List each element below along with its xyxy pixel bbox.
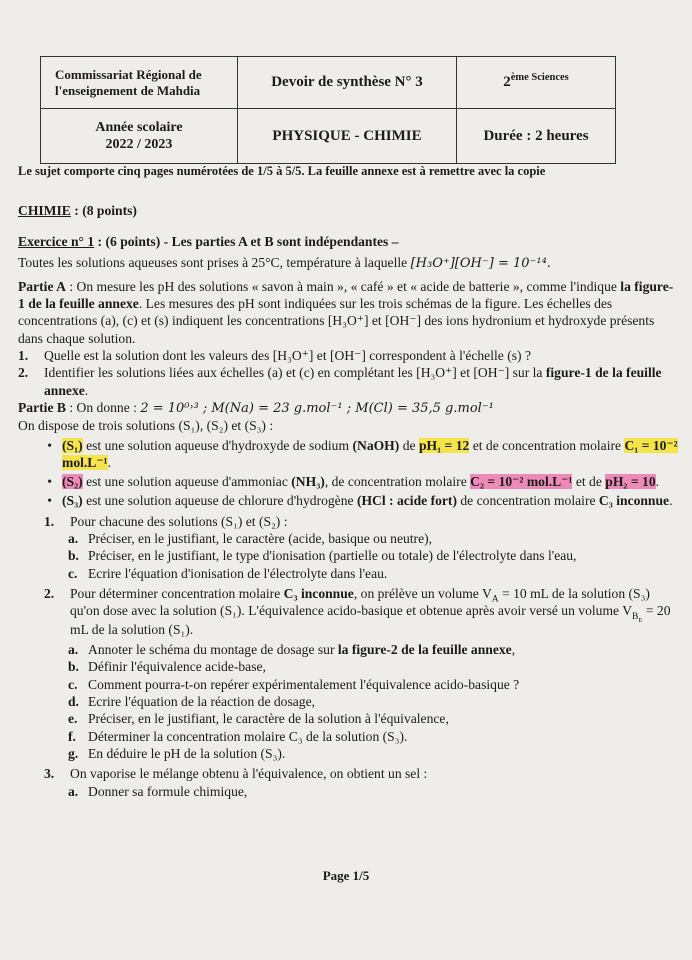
solution-s3: • (S₃) est une solution aqueuse de chlorure d'hydrogène (HCl : acide fort) de concentration molaire C₃ inconnue.	[47, 493, 673, 509]
solution-s1: • (S₁) est une solution aqueuse d'hydroxyde de sodium (NaOH) de pH₁ = 12 et de concentration molaire C₁ = 10⁻² mol.L⁻¹.	[47, 437, 678, 470]
question-2e: e. Préciser, en le justifiant, le caractère de la solution à l'équivalence,	[68, 711, 449, 727]
intro-text: Toutes les solutions aqueuses sont prises à 25°C, température à laquelle [H₃O⁺][OH⁻] = 10⁻¹⁴.	[18, 254, 551, 271]
question-1a: a. Préciser, en le justifiant, le caractère (acide, basique ou neutre),	[68, 531, 433, 547]
question-2d: d. Ecrire l'équation de la réaction de dosage,	[68, 694, 316, 710]
section-title: CHIMIE : (8 points)	[18, 203, 137, 218]
part-b-data: Partie B : On donne : 2 = 10⁰˒³ ; M(Na) = 23 g.mol⁻¹ ; M(Cl) = 35,5 g.mol⁻¹	[18, 399, 494, 416]
institution-cell: Commissariat Régional de l'enseignement de Mahdia	[41, 57, 238, 109]
question-2: 2. Pour déterminer concentration molaire C₃ inconnue, on prélève un volume $V_A = 10$ mL de la solution (S₃) qu'on dose avec la solution (S₁). L'équivalence acido-basique et obtenue après avoir versé un volume $V_{B_E} = 20$ mL de la solution (S₁).	[44, 585, 671, 637]
question-2c: c. Comment pourra-t-on repérer expérimentalement l'équivalence acido-basique ?	[68, 676, 520, 692]
question-a2: 2. Identifier les solutions liées aux échelles (a) et (c) en complétant les [H₃O⁺] et [OH⁻] sur la figure-1 de la feuille annexe.	[18, 365, 662, 398]
exercise-title: Exercice n° 1 : (6 points) - Les parties A et B sont indépendantes –	[18, 234, 399, 250]
question-3: 3. On vaporise le mélange obtenu à l'équivalence, on obtient un sel :	[44, 766, 428, 782]
header-table	[40, 56, 616, 164]
exam-body	[18, 202, 678, 800]
subject-cell: PHYSIQUE - CHIMIE	[238, 109, 457, 164]
level-cell: $2^{ème Sciences}$	[457, 57, 616, 109]
page-number: Page 1/5	[322, 868, 370, 883]
question-2a: a. Annoter le schéma du montage de dosage sur la figure-2 de la feuille annexe,	[68, 642, 516, 658]
question-2b: b. Définir l'équivalence acide-base,	[68, 659, 266, 675]
part-a-text: Partie A : On mesure les pH des solutions « savon à main », « café » et « acide de batterie », comme l'indique la figure-1 de la feuille annexe. Les mesures des pH sont indiquées sur les trois schémas de la figure. Les échelles des concentrations (a), (c) et (s) indiquent les concentrations [H₃O⁺] et [OH⁻] des ions hydronium et hydroxyde présents dans chaque solution.	[18, 278, 674, 346]
school-year-cell: Année scolaire 2022 / 2023	[41, 109, 238, 164]
question-2f: f. Déterminer la concentration molaire C₃ de la solution (S₃).	[68, 728, 408, 744]
question-1c: c. Ecrire l'équation d'ionisation de l'électrolyte dans l'eau.	[68, 565, 388, 581]
solution-s2: • (S₂) est une solution aqueuse d'ammoniac (NH₃), de concentration molaire C₂ = 10⁻² mol.L⁻¹ et de pH₂ = 10.	[47, 474, 660, 490]
solutions-intro: On dispose de trois solutions (S₁), (S₂) et (S₃) :	[18, 418, 274, 434]
question-3a: a. Donner sa formule chimique,	[68, 783, 248, 799]
pages-note: Le sujet comporte cinq pages numérotées de 1/5 à 5/5. La feuille annexe est à remettre avec la copie	[18, 164, 546, 178]
duration-cell: Durée : 2 heures	[457, 109, 616, 164]
question-1: 1. Pour chacune des solutions (S₁) et (S₂) :	[44, 513, 288, 529]
question-1b: b. Préciser, en le justifiant, le type d'ionisation (partielle ou totale) de l'électrolyte dans l'eau,	[68, 548, 577, 564]
question-a1: 1. Quelle est la solution dont les valeurs des [H₃O⁺] et [OH⁻] correspondent à l'échelle (s) ?	[18, 348, 531, 364]
exam-title-cell: Devoir de synthèse N° 3	[238, 57, 457, 109]
question-2g: g. En déduire le pH de la solution (S₃).	[68, 745, 286, 761]
